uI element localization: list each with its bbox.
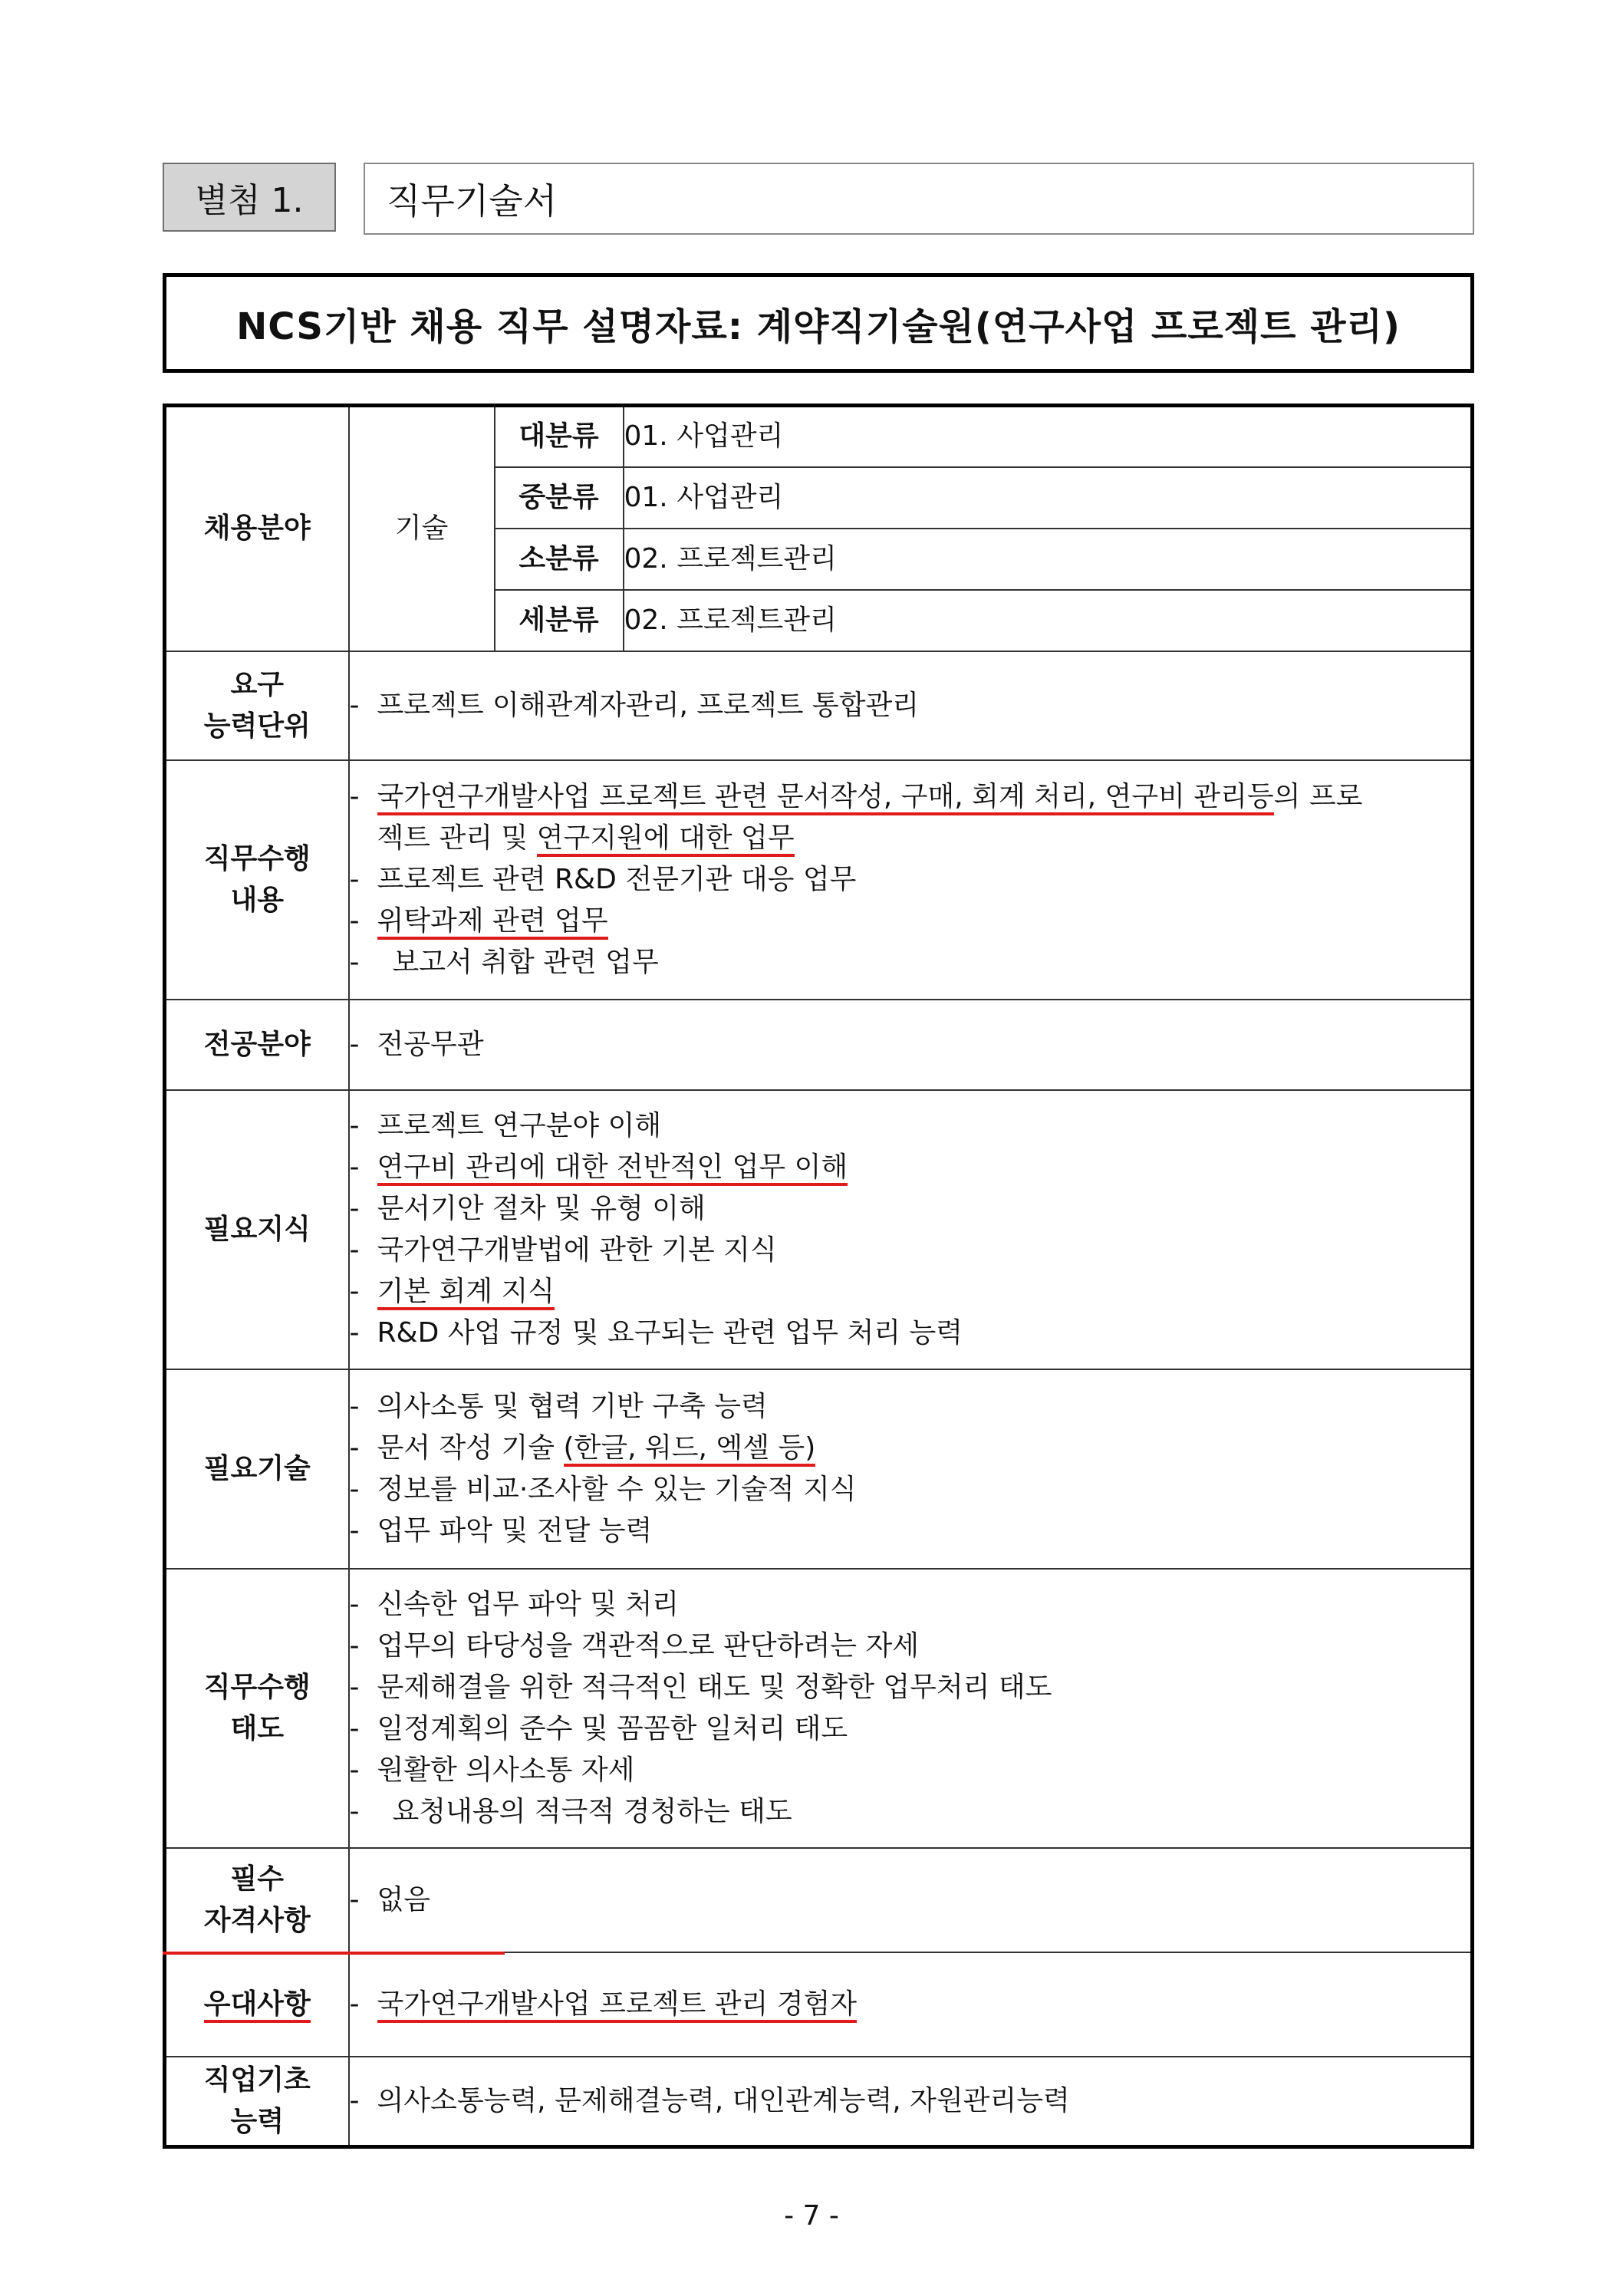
skills-content [349,1369,1473,1569]
ability-units-content [349,651,1473,760]
list-item: - 일정계획의 준수 및 꼼꼼한 일처리 태도 [350,1708,1471,1750]
job-description-table [163,404,1474,2149]
attitude-label: 직무수행 태도 [165,1569,349,1848]
list-item: - 의사소통 및 협력 기반 구축 능력 [350,1386,1471,1428]
list-item: - 신속한 업무 파악 및 처리 [350,1584,1471,1626]
basic-ability-content [349,2057,1473,2147]
list-item: - 국가연구개발사업 프로젝트 관련 문서작성, 구매, 회계 처리, 연구비 관리등의 프로 [350,776,1471,818]
knowledge-content [349,1090,1473,1369]
major-label: 전공분야 [165,1000,349,1090]
level-value: 02. 프로젝트관리 [624,590,1473,651]
attitude-content [349,1569,1473,1848]
level-value: 02. 프로젝트관리 [624,529,1473,590]
classification-row-major [165,406,1473,467]
list-item: - R&D 사업 규정 및 요구되는 관련 업무 처리 능력 [350,1313,1471,1354]
level-value: 01. 사업관리 [624,406,1473,467]
level-label: 중분류 [495,467,624,529]
basic-ability-label: 직업기초 능력 [165,2057,349,2147]
list-item: - 프로젝트 연구분야 이해 [350,1105,1471,1147]
basic-ability-row [165,2057,1473,2147]
skills-row [165,1369,1473,1569]
list-item: - 국가연구개발사업 프로젝트 관리 경험자 [350,1984,1471,2025]
list-item: - 프로젝트 이해관계자관리, 프로젝트 통합관리 [350,685,1471,726]
list-item: - 국가연구개발법에 관한 기본 지식 [350,1230,1471,1271]
level-label: 소분류 [495,529,624,590]
list-item: - 프로젝트 관련 R&D 전문기관 대응 업무 [350,859,1471,901]
required-cert-label: 필수 자격사항 [165,1848,349,1952]
required-cert-content [349,1848,1473,1952]
duties-row [165,760,1473,1000]
list-item: - 의사소통능력, 문제해결능력, 대인관계능력, 자원관리능력 [350,2080,1471,2122]
list-item: - 업무 파악 및 전달 능력 [350,1510,1471,1552]
list-item: - 요청내용의 적극적 경청하는 태도 [350,1791,1471,1833]
list-item: - 원활한 의사소통 자세 [350,1750,1471,1791]
major-content [349,1000,1473,1090]
list-item: - 문서 작성 기술 (한글, 워드, 엑셀 등) [350,1428,1471,1469]
list-item: - 전공무관 [350,1024,1471,1066]
duties-content [349,760,1473,1000]
major-row [165,1000,1473,1090]
page-number: - 7 - [784,2200,839,2232]
attitude-row [165,1569,1473,1848]
classification-field: 기술 [349,406,495,651]
attachment-title: 직무기술서 [364,163,1474,235]
list-item: - 위탁과제 관련 업무 [350,901,1471,942]
list-item: - 문제해결을 위한 적극적인 태도 및 정확한 업무처리 태도 [350,1667,1471,1708]
classification-label: 채용분야 [165,406,349,651]
list-item: - 업무의 타당성을 객관적으로 판단하려는 자세 [350,1626,1471,1667]
level-value: 01. 사업관리 [624,467,1473,529]
red-underline-mark [163,1952,505,1955]
required-cert-row [165,1848,1473,1952]
list-item: - 보고서 취합 관련 업무 [350,942,1471,983]
list-item: - 정보를 비교·조사할 수 있는 기술적 지식 [350,1469,1471,1510]
duties-label: 직무수행 내용 [165,760,349,1000]
knowledge-row [165,1090,1473,1369]
list-item: - 문서기안 절차 및 유형 이해 [350,1188,1471,1230]
document-title: NCS기반 채용 직무 설명자료: 계약직기술원(연구사업 프로젝트 관리) [163,273,1474,373]
level-label: 대분류 [495,406,624,467]
preference-content [349,1952,1473,2057]
list-item: - 없음 [350,1879,1471,1921]
list-item-continuation: 젝트 관리 및 연구지원에 대한 업무 [350,818,1471,859]
ability-units-row [165,651,1473,760]
attachment-label: 별첨 1. [163,163,336,232]
level-label: 세분류 [495,590,624,651]
list-item: - 연구비 관리에 대한 전반적인 업무 이해 [350,1147,1471,1188]
ability-units-label: 요구 능력단위 [165,651,349,760]
skills-label: 필요기술 [165,1369,349,1569]
preference-row [165,1952,1473,2057]
list-item: - 기본 회계 지식 [350,1271,1471,1313]
preference-label: 우대사항 [165,1952,349,2057]
knowledge-label: 필요지식 [165,1090,349,1369]
